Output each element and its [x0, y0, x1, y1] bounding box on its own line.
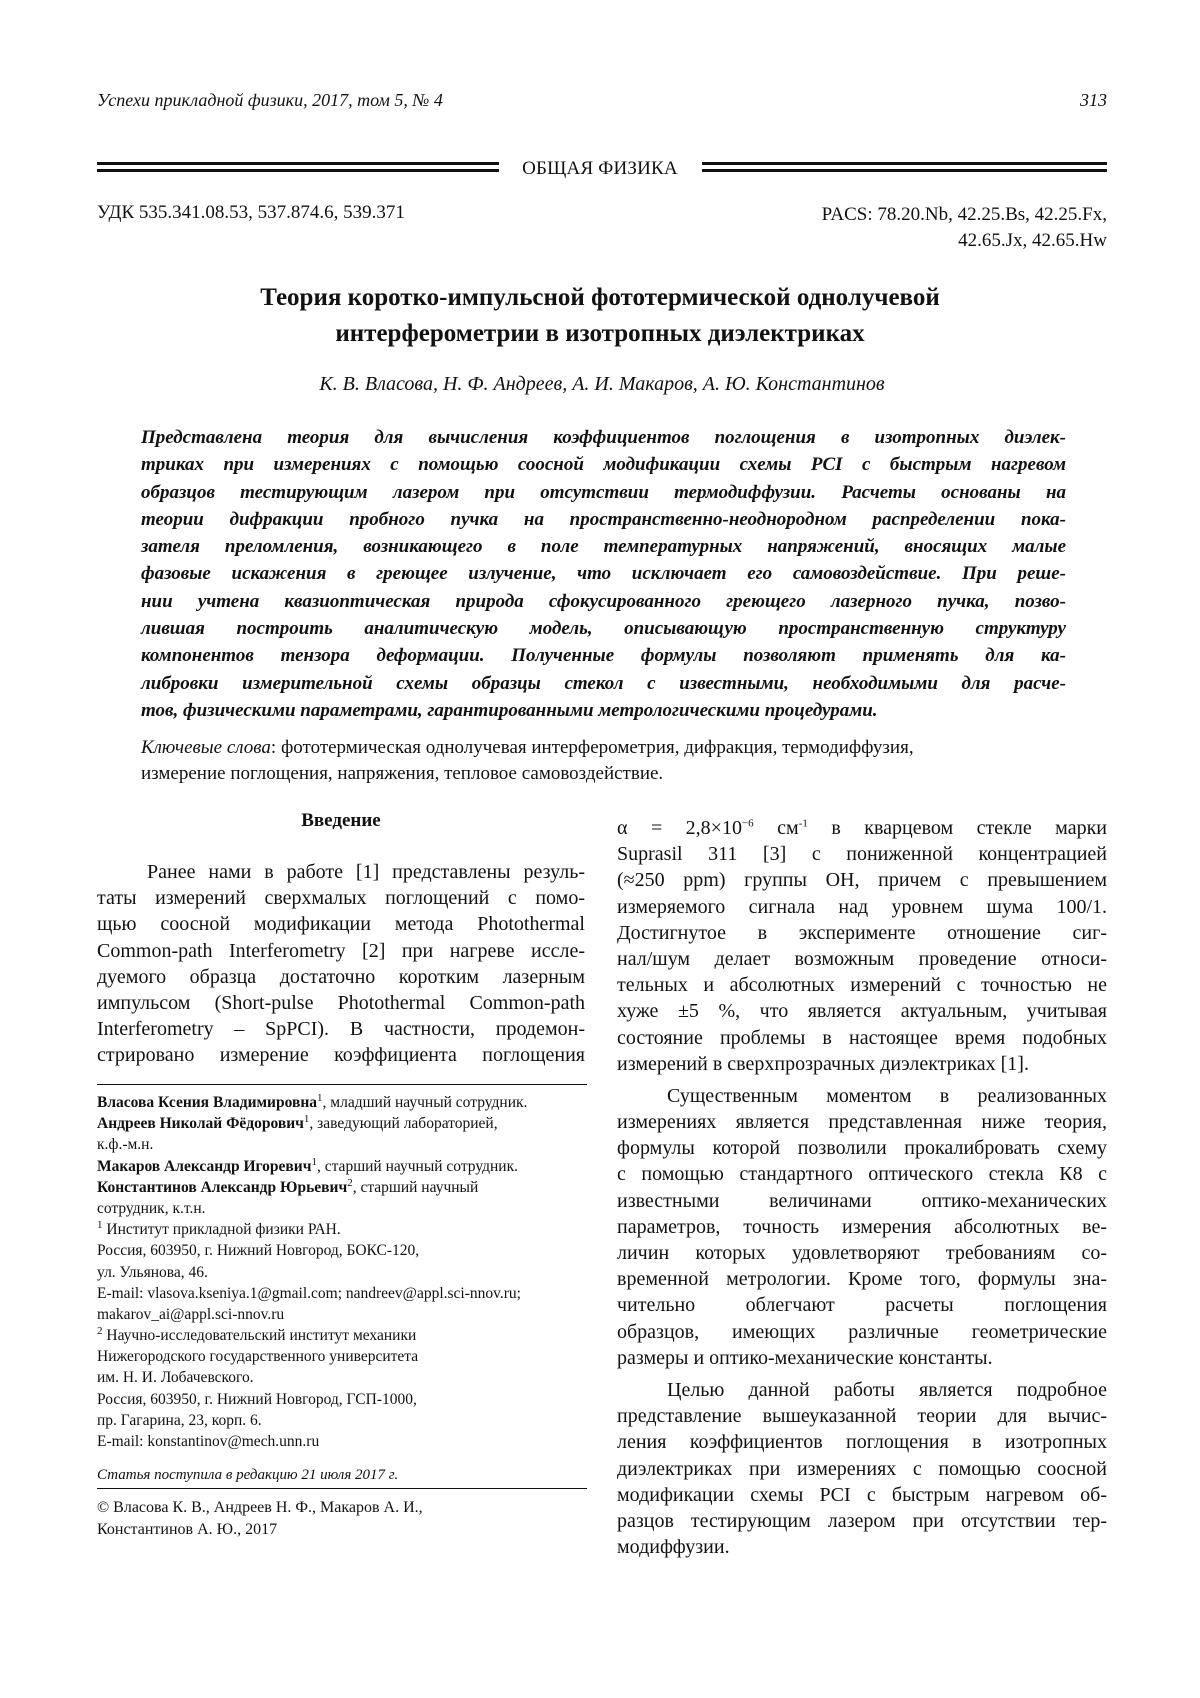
body-line: размеры и оптико-механические константы. — [617, 1346, 993, 1369]
body-line: модиффузии. — [617, 1536, 730, 1559]
keywords-label: Ключевые слова — [141, 737, 271, 758]
footnote-rule — [97, 1084, 587, 1085]
affiliation-line: Научно-исследовательский институт механики — [102, 1327, 417, 1345]
abstract-line: Представлена теория для вычисления коэффициентов поглощения в изотропных диэлек- — [141, 427, 1066, 448]
body-line: чительно облегчают расчеты поглощения — [617, 1294, 1107, 1317]
body-line: состояние проблемы в настоящее время подобных — [617, 1026, 1107, 1049]
intro-right-column — [617, 815, 1107, 1560]
author-position: , заведующий лабораторией, — [309, 1115, 498, 1133]
keywords-text: измерение поглощения, напряжения, тепловое самовоздействие. — [141, 763, 664, 784]
body-line: хуже ±5 %, что является актуальным, учитывая — [617, 1000, 1107, 1023]
body-line: (≈250 ppm) группы OH, причем с превышением — [617, 869, 1107, 892]
body-line: разцов тестирующим лазером при отсутствии тер- — [617, 1509, 1107, 1532]
formula-line — [617, 815, 1107, 841]
body-line: Interferometry – SpPCI). В частности, продемон- — [97, 1018, 585, 1041]
abstract-line: фазовые искажения в греющее излучение, что исключает его самовоздействие. При реше- — [141, 563, 1066, 585]
pacs-codes — [700, 202, 1107, 254]
body-line: Существенным моментом в реализованных — [667, 1084, 1107, 1107]
body-text: в кварцевом стекле марки — [831, 817, 1108, 839]
copyright-line: © Власова К. В., Андреев Н. Ф., Макаров А. И., — [97, 1499, 423, 1516]
author-position: сотрудник, к.т.н. — [97, 1199, 206, 1217]
affiliation-mark: 1 — [311, 1155, 317, 1168]
author-footnotes — [97, 1092, 602, 1452]
body-line: измерениях является представленная ниже теория, — [617, 1111, 1107, 1134]
title-line: Теория коротко-импульсной фототермической однолучевой — [260, 284, 940, 311]
affiliation-mark: 2 — [347, 1176, 353, 1189]
body-line: измеряемого сигнала над уровнем шума 100/1. — [617, 895, 1107, 918]
title-line: интерферометрии в изотропных диэлектриках — [335, 320, 865, 347]
affiliation-line: Россия, 603950, г. Нижний Новгород, БОКС-120, — [97, 1242, 420, 1260]
body-line: Common-path Interferometry [2] при нагреве иссле- — [97, 939, 585, 962]
section-rule-right — [702, 162, 1107, 174]
journal-citation: Успехи прикладной физики, 2017, том 5, № 4 — [97, 90, 443, 110]
page-number: 313 — [1080, 90, 1107, 110]
body-line: импульсом (Short-pulse Photothermal Common-path — [97, 991, 585, 1014]
pacs-line: 42.65.Jx, 42.65.Hw — [958, 230, 1107, 251]
body-line: параметров, точность измерения абсолютных ве- — [617, 1215, 1107, 1238]
body-line: дуемого образца достаточно коротким лазерным — [97, 965, 585, 988]
copyright-rule — [97, 1488, 587, 1489]
author-position: , старший научный сотрудник. — [316, 1157, 518, 1175]
affiliation-line: Нижегородского государственного университета — [97, 1348, 419, 1366]
body-line: диэлектриках при измерениях с помощью соосной — [617, 1457, 1107, 1480]
affiliation-line: ул. Ульянова, 46. — [97, 1263, 208, 1281]
email-line: E-mail: konstantinov@mech.unn.ru — [97, 1433, 320, 1450]
abstract-line: лившая построить аналитическую модель, описывающую пространственную структуру — [141, 618, 1066, 640]
section-label: ОБЩАЯ ФИЗИКА — [522, 158, 678, 179]
copyright — [97, 1497, 423, 1541]
keywords — [141, 735, 1066, 787]
body-line: Целью данной работы является подробное — [667, 1378, 1107, 1401]
body-line: модификации схемы PCI с быстрым нагревом об- — [617, 1483, 1107, 1506]
body-line: Suprasil 311 [3] с пониженной концентрацией — [617, 843, 1107, 866]
body-line: формулы которой позволили прокалибровать схему — [617, 1137, 1107, 1160]
affiliation-mark: 1 — [303, 1113, 310, 1126]
body-line: измерений в сверхпрозрачных диэлектриках [1]. — [617, 1052, 1029, 1075]
body-line: ления коэффициентов поглощения в изотропных — [617, 1431, 1107, 1454]
author-name: Власова Ксения Владимировна — [97, 1094, 318, 1111]
body-line: временной метрологии. Кроме того, формулы зна- — [617, 1268, 1107, 1291]
abstract-line: либровки измерительной схемы образцы стекол с известными, необходимыми для расче- — [141, 672, 1066, 694]
body-line: известными величинами оптико-механических — [617, 1189, 1107, 1212]
formula: $\alpha = 2,8\times 10^{-6}$ — [617, 817, 754, 839]
authors: К. В. Власова, Н. Ф. Андреев, А. И. Макаров, А. Ю. Константинов — [319, 373, 885, 395]
unit: $см^{-1}$ — [777, 817, 808, 839]
affiliation-mark: 1 — [97, 1218, 103, 1231]
author-position: , младший научный сотрудник. — [322, 1094, 528, 1111]
pacs-line: PACS: 78.20.Nb, 42.25.Bs, 42.25.Fx, — [821, 204, 1107, 225]
abstract-line: теории дифракции пробного пучка на пространственно-неоднородном распределении пока- — [141, 508, 1066, 530]
abstract-line: зателя преломления, возникающего в поле температурных напряжений, вносящих малые — [141, 536, 1066, 558]
body-line: Ранее нами в работе [1] представлены резуль- — [147, 861, 585, 883]
affiliation-line: Россия, 603950, г. Нижний Новгород, ГСП-1000, — [97, 1390, 417, 1408]
affiliation-line: пр. Гагарина, 23, корп. 6. — [97, 1411, 262, 1429]
body-line: нал/шум делает возможным проведение относи- — [617, 947, 1107, 970]
abstract-line: образцов тестирующим лазером при отсутствии термодиффузии. Расчеты основаны на — [141, 481, 1066, 503]
affiliation-mark: 1 — [317, 1091, 323, 1104]
author-position: к.ф.-м.н. — [97, 1136, 154, 1154]
body-line: таты измерений сверхмалых поглощений с помо- — [97, 887, 585, 910]
affiliation-line: им. Н. И. Лобачевского. — [97, 1369, 254, 1387]
author-name: Андреев Николай Фёдорович — [97, 1115, 304, 1133]
abstract-line: триках при измерениях с помощью соосной модификации схемы PCI с быстрым нагревом — [141, 454, 1066, 476]
keywords-text: : фототермическая однолучевая интерферометрия, дифракция, термодиффузия, — [270, 737, 914, 758]
body-line: Достигнутое в эксперименте отношение сиг- — [617, 921, 1107, 944]
email-line: E-mail: vlasova.kseniya.1@gmail.com; nandreev@appl.sci-nnov.ru; — [97, 1284, 521, 1302]
author-name: Константинов Александр Юрьевич — [97, 1178, 348, 1196]
author-position: , старший научный — [352, 1178, 479, 1196]
abstract-line: тов, физическими параметрами, гарантированными метрологическими процедурами. — [141, 699, 878, 721]
abstract — [141, 424, 1066, 724]
body-line: представление вышеуказанной теории для вычис- — [617, 1405, 1107, 1428]
body-line: с помощью стандартного оптического стекла К8 с — [617, 1163, 1107, 1186]
received-date: Статья поступила в редакцию 21 июля 2017 г. — [97, 1467, 399, 1483]
section-rule-left — [97, 162, 499, 174]
body-line: личин которых удовлетворяют требованиям со- — [617, 1242, 1107, 1264]
paper-title — [150, 280, 1050, 352]
email-line: makarov_ai@appl.sci-nnov.ru — [97, 1305, 285, 1323]
body-line: стрировано измерение коэффициента поглощения — [97, 1044, 585, 1067]
abstract-line: нии учтена квазиоптическая природа сфокусированного греющего лазерного пучка, позво- — [141, 590, 1066, 612]
body-line: образцов, имеющих различные геометрические — [617, 1320, 1107, 1343]
abstract-line: компонентов тензора деформации. Полученные формулы позволяют применять для ка- — [141, 645, 1066, 667]
body-line: щью соосной модификации метода Photothermal — [97, 913, 585, 936]
section-heading-introduction: Введение — [301, 810, 381, 831]
affiliation-line: Институт прикладной физики РАН. — [102, 1221, 341, 1239]
author-name: Макаров Александр Игоревич — [97, 1157, 312, 1175]
body-line: тельных и абсолютных измерений с точностью не — [617, 974, 1107, 997]
udk-codes: УДК 535.341.08.53, 537.874.6, 539.371 — [97, 202, 405, 223]
affiliation-mark: 2 — [97, 1324, 103, 1337]
copyright-line: Константинов А. Ю., 2017 — [97, 1521, 278, 1538]
intro-left-column — [97, 859, 585, 1069]
